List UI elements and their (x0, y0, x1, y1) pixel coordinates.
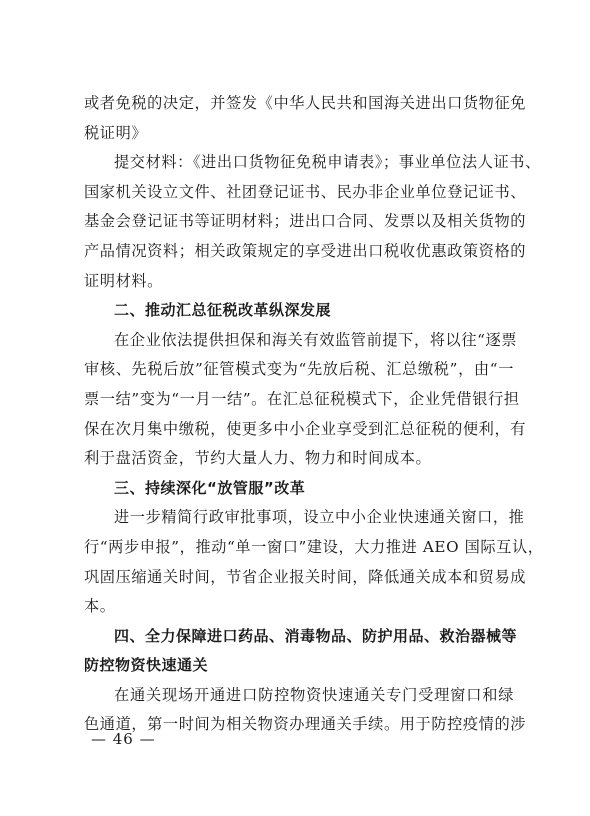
paragraph-line: 色通道，第一时间为相关物资办理通关手续。用于防控疫情的涉 (84, 715, 527, 734)
section-heading: 三、持续深化“放管服”改革 (114, 478, 306, 497)
section-heading: 防控物资快速通关 (84, 656, 209, 675)
section-heading: 四、全力保障进口药品、消毒物品、防护用品、救治器械等 (114, 626, 518, 645)
document-body (84, 89, 544, 740)
paragraph-line: 本。 (84, 597, 116, 616)
paragraph-line: 在通关现场开通进口防控物资快速通关专门受理窗口和绿 (114, 685, 514, 704)
paragraph-line: 产品情况资料；相关政策规定的享受进出口税收优惠政策资格的 (84, 241, 527, 260)
paragraph-line: 提交材料：《进出口货物征免税申请表》；事业单位法人证书、 (114, 153, 541, 172)
paragraph-line: 审核、先税后放”征管模式变为“先放后税、汇总缴税”，由“一 (84, 360, 514, 379)
paragraph-line: 在企业依法提供担保和海关有效监管前提下，将以往“逐票 (114, 330, 518, 349)
paragraph-line: 或者免税的决定，并签发《中华人民共和国海关进出口货物征免 (84, 94, 527, 112)
page-number: — 46 — (91, 730, 156, 748)
paragraph-line: 证明材料。 (84, 271, 163, 290)
paragraph-line: 行“两步申报”，推动“单一窗口”建设，大力推进 AEO 国际互认， (84, 537, 544, 556)
paragraph-line: 税证明》 (84, 123, 148, 142)
paragraph-line: 票一结”变为“一月一结”。在汇总征税模式下，企业凭借银行担 (84, 389, 520, 408)
paragraph-line: 巩固压缩通关时间，节省企业报关时间，降低通关成本和贸易成 (84, 567, 527, 586)
section-heading: 二、推动汇总征税改革纵深发展 (114, 301, 332, 320)
paragraph-line: 基金会登记证书等证明材料；进出口合同、发票以及相关货物的 (84, 212, 527, 231)
paragraph-line: 保在次月集中缴税，使更多中小企业享受到汇总征税的便利，有 (84, 419, 527, 438)
paragraph-line: 国家机关设立文件、社团登记证书、民办非企业单位登记证书、 (84, 182, 527, 201)
paragraph-line: 进一步精简行政审批事项，设立中小企业快速通关窗口，推 (114, 508, 525, 527)
paragraph-line: 利于盘活资金，节约大量人力、物力和时间成本。 (84, 449, 432, 468)
